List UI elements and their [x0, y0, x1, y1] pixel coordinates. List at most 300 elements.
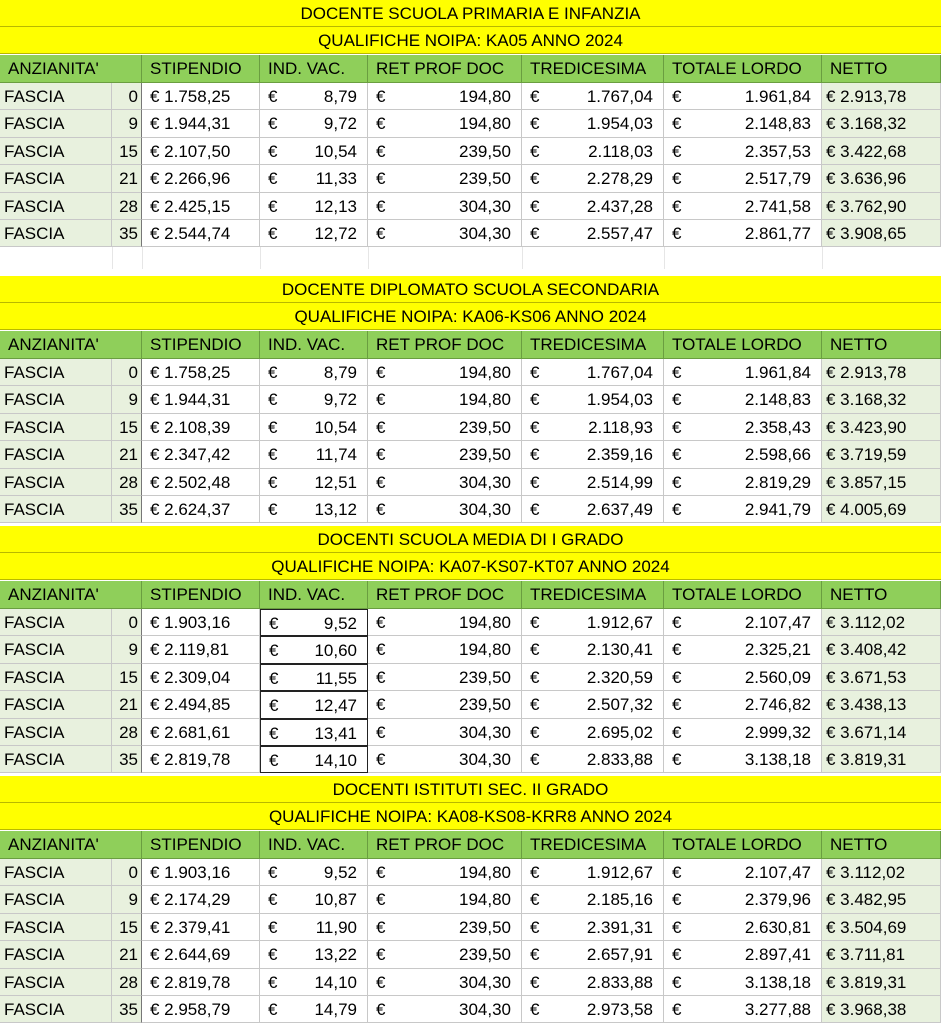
tredicesima-cell-value: 2.833,88 [586, 750, 653, 769]
ret-prof-cell[interactable] [368, 996, 522, 1023]
totale-lordo-cell[interactable] [664, 496, 822, 523]
ind-vac-cell-value: 9,72 [323, 390, 357, 410]
currency-symbol: € [268, 224, 278, 243]
ind-vac-cell-value: 10,54 [314, 417, 357, 437]
netto-cell[interactable]: € 2.913,78 [822, 359, 941, 386]
empty-cell [368, 247, 523, 269]
totale-lordo-cell[interactable] [664, 996, 822, 1023]
fascia-cell[interactable]: FASCIA [0, 664, 112, 691]
tredicesima-cell[interactable] [522, 414, 664, 441]
years-cell[interactable]: 21 [112, 941, 142, 968]
currency-symbol: € [376, 695, 386, 715]
currency-symbol: € [268, 141, 278, 161]
currency-symbol: € [376, 500, 386, 519]
netto-cell[interactable]: € 3.968,38 [822, 996, 941, 1023]
stipendio-cell[interactable]: € 1.758,25 [142, 359, 260, 386]
netto-cell[interactable]: € 3.719,59 [822, 441, 941, 468]
currency-symbol: € [376, 863, 386, 882]
column-header: NETTO [822, 831, 941, 858]
salary-section [0, 0, 941, 250]
table-header [0, 581, 941, 609]
ret-prof-cell[interactable] [368, 886, 522, 913]
ret-prof-cell[interactable] [368, 193, 522, 220]
totale-lordo-cell[interactable] [664, 859, 822, 886]
totale-lordo-cell[interactable] [664, 138, 822, 165]
currency-symbol: € [530, 87, 540, 106]
ret-prof-cell[interactable] [368, 165, 522, 192]
years-cell[interactable]: 9 [112, 886, 142, 913]
netto-cell[interactable]: € 2.913,78 [822, 83, 941, 110]
netto-cell[interactable]: € 3.819,31 [822, 746, 941, 773]
netto-cell[interactable]: € 3.408,42 [822, 636, 941, 663]
ret-prof-cell-value: 239,50 [459, 917, 511, 937]
stipendio-cell[interactable]: € 2.681,61 [142, 719, 260, 746]
ret-prof-cell[interactable] [368, 110, 522, 137]
tredicesima-cell[interactable] [522, 83, 664, 110]
netto-cell[interactable]: € 3.908,65 [822, 220, 941, 247]
section-title: DOCENTI SCUOLA MEDIA DI I GRADO [0, 526, 941, 553]
ind-vac-cell[interactable] [260, 914, 368, 941]
years-cell[interactable]: 15 [112, 138, 142, 165]
currency-symbol: € [672, 141, 682, 161]
tredicesima-cell[interactable] [522, 914, 664, 941]
totale-lordo-cell[interactable] [664, 414, 822, 441]
tredicesima-cell[interactable] [522, 664, 664, 691]
currency-symbol: € [530, 613, 540, 632]
ind-vac-cell-value: 14,79 [314, 1000, 357, 1019]
column-header: RET PROF DOC [368, 55, 522, 82]
ind-vac-cell[interactable] [260, 469, 368, 496]
stipendio-cell[interactable]: € 1.944,31 [142, 386, 260, 413]
netto-cell[interactable]: € 3.112,02 [822, 859, 941, 886]
ind-vac-cell[interactable] [260, 138, 368, 165]
totale-lordo-cell[interactable] [664, 691, 822, 718]
currency-symbol: € [376, 87, 386, 106]
ret-prof-cell[interactable] [368, 469, 522, 496]
ind-vac-cell[interactable] [260, 220, 368, 247]
tredicesima-cell[interactable] [522, 746, 664, 773]
netto-cell[interactable]: € 3.857,15 [822, 469, 941, 496]
fascia-cell[interactable]: FASCIA [0, 886, 112, 913]
netto-cell[interactable]: € 3.819,31 [822, 969, 941, 996]
ind-vac-cell[interactable] [260, 996, 368, 1023]
totale-lordo-cell[interactable] [664, 719, 822, 746]
fascia-cell[interactable]: FASCIA [0, 441, 112, 468]
fascia-cell[interactable]: FASCIA [0, 996, 112, 1023]
tredicesima-cell[interactable] [522, 859, 664, 886]
totale-lordo-cell[interactable] [664, 165, 822, 192]
totale-lordo-cell[interactable] [664, 110, 822, 137]
ind-vac-cell[interactable] [260, 636, 368, 663]
tredicesima-cell[interactable] [522, 441, 664, 468]
stipendio-cell[interactable]: € 2.425,15 [142, 193, 260, 220]
column-header: IND. VAC. [260, 331, 368, 358]
stipendio-cell[interactable]: € 2.819,78 [142, 969, 260, 996]
column-header: ANZIANITA' [0, 331, 142, 358]
column-header: TREDICESIMA [522, 831, 664, 858]
currency-symbol: € [268, 196, 278, 216]
totale-lordo-cell[interactable] [664, 441, 822, 468]
ind-vac-cell[interactable] [260, 386, 368, 413]
netto-cell[interactable]: € 3.422,68 [822, 138, 941, 165]
fascia-cell[interactable]: FASCIA [0, 496, 112, 523]
ind-vac-cell[interactable] [260, 414, 368, 441]
currency-symbol: € [530, 972, 540, 992]
tredicesima-cell[interactable] [522, 359, 664, 386]
totale-lordo-cell[interactable] [664, 941, 822, 968]
fascia-cell[interactable]: FASCIA [0, 193, 112, 220]
ret-prof-cell[interactable] [368, 746, 522, 773]
years-cell[interactable]: 28 [112, 193, 142, 220]
stipendio-cell[interactable]: € 2.309,04 [142, 664, 260, 691]
column-header: TOTALE LORDO [664, 331, 822, 358]
totale-lordo-cell[interactable] [664, 636, 822, 663]
ret-prof-cell[interactable] [368, 859, 522, 886]
tredicesima-cell-value: 2.557,47 [586, 224, 653, 243]
fascia-cell[interactable]: FASCIA [0, 165, 112, 192]
ret-prof-cell[interactable] [368, 969, 522, 996]
column-header: TOTALE LORDO [664, 55, 822, 82]
ret-prof-cell[interactable] [368, 691, 522, 718]
stipendio-cell[interactable]: € 1.903,16 [142, 609, 260, 636]
ret-prof-cell[interactable] [368, 414, 522, 441]
years-cell[interactable]: 9 [112, 110, 142, 137]
fascia-cell[interactable]: FASCIA [0, 691, 112, 718]
totale-lordo-cell[interactable] [664, 886, 822, 913]
ret-prof-cell-value: 304,30 [459, 224, 511, 243]
fascia-cell[interactable]: FASCIA [0, 969, 112, 996]
totale-lordo-cell-value: 2.379,96 [744, 890, 811, 910]
stipendio-cell[interactable]: € 2.958,79 [142, 996, 260, 1023]
years-cell[interactable]: 0 [112, 859, 142, 886]
years-cell[interactable]: 21 [112, 165, 142, 192]
stipendio-cell[interactable]: € 2.544,74 [142, 220, 260, 247]
totale-lordo-cell[interactable] [664, 386, 822, 413]
stipendio-cell[interactable]: € 2.119,81 [142, 636, 260, 663]
stipendio-cell[interactable]: € 2.108,39 [142, 414, 260, 441]
currency-symbol: € [672, 500, 682, 519]
totale-lordo-cell[interactable] [664, 83, 822, 110]
ind-vac-cell[interactable] [260, 165, 368, 192]
years-cell[interactable]: 0 [112, 83, 142, 110]
ind-vac-cell[interactable] [260, 359, 368, 386]
column-header: RET PROF DOC [368, 331, 522, 358]
ret-prof-cell[interactable] [368, 441, 522, 468]
ind-vac-cell[interactable] [260, 664, 368, 691]
fascia-cell[interactable]: FASCIA [0, 469, 112, 496]
tredicesima-cell[interactable] [522, 496, 664, 523]
table-row [0, 110, 941, 137]
fascia-cell[interactable]: FASCIA [0, 83, 112, 110]
totale-lordo-cell-value: 2.107,47 [744, 863, 811, 882]
stipendio-cell[interactable]: € 2.502,48 [142, 469, 260, 496]
currency-symbol: € [672, 445, 682, 465]
ind-vac-cell[interactable] [260, 719, 368, 746]
currency-symbol: € [376, 363, 386, 382]
stipendio-cell[interactable]: € 2.174,29 [142, 886, 260, 913]
tredicesima-cell[interactable] [522, 969, 664, 996]
ind-vac-cell[interactable] [260, 746, 368, 773]
currency-symbol: € [530, 1000, 540, 1019]
table-row [0, 969, 941, 996]
ret-prof-cell[interactable] [368, 941, 522, 968]
fascia-cell[interactable]: FASCIA [0, 609, 112, 636]
ret-prof-cell[interactable] [368, 386, 522, 413]
totale-lordo-cell[interactable] [664, 193, 822, 220]
years-cell[interactable]: 21 [112, 441, 142, 468]
stipendio-cell[interactable]: € 2.379,41 [142, 914, 260, 941]
tredicesima-cell[interactable] [522, 691, 664, 718]
stipendio-cell[interactable]: € 1.944,31 [142, 110, 260, 137]
fascia-cell[interactable]: FASCIA [0, 414, 112, 441]
years-cell[interactable]: 35 [112, 996, 142, 1023]
currency-symbol: € [268, 890, 278, 910]
ret-prof-cell[interactable] [368, 636, 522, 663]
ind-vac-cell[interactable] [260, 193, 368, 220]
netto-cell[interactable]: € 3.168,32 [822, 110, 941, 137]
years-cell[interactable]: 15 [112, 914, 142, 941]
tredicesima-cell[interactable] [522, 110, 664, 137]
table-row [0, 914, 941, 941]
years-cell[interactable]: 15 [112, 414, 142, 441]
currency-symbol: € [672, 363, 682, 382]
netto-cell[interactable]: € 3.504,69 [822, 914, 941, 941]
stipendio-cell[interactable]: € 2.624,37 [142, 496, 260, 523]
currency-symbol: € [672, 945, 682, 965]
ret-prof-cell[interactable] [368, 609, 522, 636]
tredicesima-cell[interactable] [522, 609, 664, 636]
fascia-cell[interactable]: FASCIA [0, 359, 112, 386]
salary-section [0, 776, 941, 1026]
empty-row [0, 247, 941, 269]
tredicesima-cell[interactable] [522, 386, 664, 413]
fascia-cell[interactable]: FASCIA [0, 941, 112, 968]
currency-symbol: € [376, 169, 386, 189]
currency-symbol: € [530, 722, 540, 742]
fascia-cell[interactable]: FASCIA [0, 859, 112, 886]
years-cell[interactable]: 35 [112, 220, 142, 247]
netto-cell[interactable]: € 3.711,81 [822, 941, 941, 968]
currency-symbol: € [672, 640, 682, 660]
tredicesima-cell[interactable] [522, 165, 664, 192]
ind-vac-cell-value: 13,41 [314, 723, 357, 743]
empty-cell [142, 247, 261, 269]
table-row [0, 496, 941, 523]
section-subtitle: QUALIFICHE NOIPA: KA06-KS06 ANNO 2024 [0, 303, 941, 330]
currency-symbol: € [672, 667, 682, 687]
fascia-cell[interactable]: FASCIA [0, 914, 112, 941]
ind-vac-cell[interactable] [260, 441, 368, 468]
netto-cell[interactable]: € 3.636,96 [822, 165, 941, 192]
currency-symbol: € [530, 169, 540, 189]
netto-cell[interactable]: € 3.762,90 [822, 193, 941, 220]
currency-symbol: € [269, 751, 279, 770]
ind-vac-cell-value: 14,10 [314, 972, 357, 992]
tredicesima-cell[interactable] [522, 220, 664, 247]
currency-symbol: € [672, 196, 682, 216]
currency-symbol: € [268, 445, 278, 465]
tredicesima-cell-value: 1.912,67 [586, 863, 653, 882]
totale-lordo-cell[interactable] [664, 969, 822, 996]
ind-vac-cell-value: 14,10 [314, 751, 357, 770]
netto-cell[interactable]: € 3.112,02 [822, 609, 941, 636]
netto-cell[interactable]: € 3.423,90 [822, 414, 941, 441]
stipendio-cell[interactable]: € 2.107,50 [142, 138, 260, 165]
ind-vac-cell-value: 11,55 [315, 668, 357, 688]
column-header: STIPENDIO [142, 331, 260, 358]
totale-lordo-cell[interactable] [664, 664, 822, 691]
ind-vac-cell[interactable] [260, 941, 368, 968]
ret-prof-cell-value: 304,30 [459, 472, 511, 492]
years-cell[interactable]: 21 [112, 691, 142, 718]
ind-vac-cell-value: 8,79 [323, 363, 357, 382]
ind-vac-cell[interactable] [260, 691, 368, 718]
netto-cell[interactable]: € 3.671,14 [822, 719, 941, 746]
tredicesima-cell-value: 1.767,04 [586, 363, 653, 382]
currency-symbol: € [376, 417, 386, 437]
ind-vac-cell[interactable] [260, 83, 368, 110]
netto-cell[interactable]: € 3.671,53 [822, 664, 941, 691]
years-cell[interactable]: 0 [112, 609, 142, 636]
years-cell[interactable]: 28 [112, 969, 142, 996]
totale-lordo-cell[interactable] [664, 469, 822, 496]
ret-prof-cell[interactable] [368, 83, 522, 110]
ret-prof-cell[interactable] [368, 496, 522, 523]
column-header: NETTO [822, 581, 941, 608]
tredicesima-cell-value: 2.359,16 [586, 445, 653, 465]
tredicesima-cell[interactable] [522, 996, 664, 1023]
ind-vac-cell[interactable] [260, 859, 368, 886]
ret-prof-cell-value: 304,30 [459, 750, 511, 769]
years-cell[interactable]: 9 [112, 636, 142, 663]
fascia-cell[interactable]: FASCIA [0, 386, 112, 413]
years-cell[interactable]: 9 [112, 386, 142, 413]
years-cell[interactable]: 0 [112, 359, 142, 386]
ind-vac-cell[interactable] [260, 110, 368, 137]
totale-lordo-cell[interactable] [664, 746, 822, 773]
table-row [0, 359, 941, 386]
currency-symbol: € [530, 890, 540, 910]
tredicesima-cell-value: 2.514,99 [586, 472, 653, 492]
ret-prof-cell[interactable] [368, 914, 522, 941]
empty-cell [822, 247, 941, 269]
ret-prof-cell-value: 304,30 [459, 1000, 511, 1019]
tredicesima-cell[interactable] [522, 193, 664, 220]
tredicesima-cell[interactable] [522, 469, 664, 496]
currency-symbol: € [268, 863, 278, 882]
currency-symbol: € [672, 917, 682, 937]
totale-lordo-cell[interactable] [664, 914, 822, 941]
years-cell[interactable]: 28 [112, 469, 142, 496]
netto-cell[interactable]: € 3.438,13 [822, 691, 941, 718]
ret-prof-cell-value: 304,30 [459, 972, 511, 992]
tredicesima-cell[interactable] [522, 886, 664, 913]
totale-lordo-cell[interactable] [664, 609, 822, 636]
totale-lordo-cell-value: 2.941,79 [744, 500, 811, 519]
fascia-cell[interactable]: FASCIA [0, 636, 112, 663]
stipendio-cell[interactable]: € 2.494,85 [142, 691, 260, 718]
stipendio-cell[interactable]: € 2.266,96 [142, 165, 260, 192]
ind-vac-cell[interactable] [260, 886, 368, 913]
netto-cell[interactable]: € 4.005,69 [822, 496, 941, 523]
currency-symbol: € [672, 1000, 682, 1019]
fascia-cell[interactable]: FASCIA [0, 220, 112, 247]
empty-cell [260, 247, 369, 269]
currency-symbol: € [530, 640, 540, 660]
table-header [0, 831, 941, 859]
ret-prof-cell[interactable] [368, 220, 522, 247]
section-title: DOCENTE SCUOLA PRIMARIA E INFANZIA [0, 0, 941, 27]
tredicesima-cell-value: 1.767,04 [586, 87, 653, 106]
netto-cell[interactable]: € 3.482,95 [822, 886, 941, 913]
ret-prof-cell-value: 239,50 [459, 169, 511, 189]
currency-symbol: € [376, 390, 386, 410]
totale-lordo-cell-value: 1.961,84 [744, 363, 811, 382]
years-cell[interactable]: 35 [112, 746, 142, 773]
stipendio-cell[interactable]: € 2.347,42 [142, 441, 260, 468]
tredicesima-cell[interactable] [522, 941, 664, 968]
currency-symbol: € [530, 917, 540, 937]
netto-cell[interactable]: € 3.168,32 [822, 386, 941, 413]
years-cell[interactable]: 28 [112, 719, 142, 746]
stipendio-cell[interactable]: € 2.819,78 [142, 746, 260, 773]
ret-prof-cell-value: 304,30 [459, 500, 511, 519]
ind-vac-cell[interactable] [260, 496, 368, 523]
table-row [0, 414, 941, 441]
fascia-cell[interactable]: FASCIA [0, 110, 112, 137]
currency-symbol: € [672, 114, 682, 134]
column-header: IND. VAC. [260, 581, 368, 608]
tredicesima-cell-value: 2.118,93 [588, 417, 653, 437]
column-header: STIPENDIO [142, 831, 260, 858]
ind-vac-cell-value: 12,51 [314, 472, 357, 492]
currency-symbol: € [376, 972, 386, 992]
totale-lordo-cell[interactable] [664, 220, 822, 247]
years-cell[interactable]: 35 [112, 496, 142, 523]
column-header: RET PROF DOC [368, 581, 522, 608]
fascia-cell[interactable]: FASCIA [0, 719, 112, 746]
currency-symbol: € [268, 917, 278, 937]
tredicesima-cell[interactable] [522, 719, 664, 746]
currency-symbol: € [268, 114, 278, 134]
totale-lordo-cell[interactable] [664, 359, 822, 386]
currency-symbol: € [376, 722, 386, 742]
fascia-cell[interactable]: FASCIA [0, 138, 112, 165]
ind-vac-cell[interactable] [260, 969, 368, 996]
ret-prof-cell[interactable] [368, 359, 522, 386]
tredicesima-cell[interactable] [522, 138, 664, 165]
table-row [0, 746, 941, 773]
fascia-cell[interactable]: FASCIA [0, 746, 112, 773]
stipendio-cell[interactable]: € 1.758,25 [142, 83, 260, 110]
ret-prof-cell[interactable] [368, 138, 522, 165]
years-cell[interactable]: 15 [112, 664, 142, 691]
table-row [0, 441, 941, 468]
currency-symbol: € [672, 613, 682, 632]
totale-lordo-cell-value: 3.138,18 [744, 750, 811, 769]
salary-section [0, 276, 941, 526]
currency-symbol: € [376, 196, 386, 216]
column-header: TREDICESIMA [522, 331, 664, 358]
stipendio-cell[interactable]: € 1.903,16 [142, 859, 260, 886]
ret-prof-cell[interactable] [368, 664, 522, 691]
tredicesima-cell[interactable] [522, 636, 664, 663]
ind-vac-cell[interactable] [260, 609, 368, 636]
currency-symbol: € [672, 390, 682, 410]
ret-prof-cell[interactable] [368, 719, 522, 746]
stipendio-cell[interactable]: € 2.644,69 [142, 941, 260, 968]
table-row [0, 996, 941, 1023]
